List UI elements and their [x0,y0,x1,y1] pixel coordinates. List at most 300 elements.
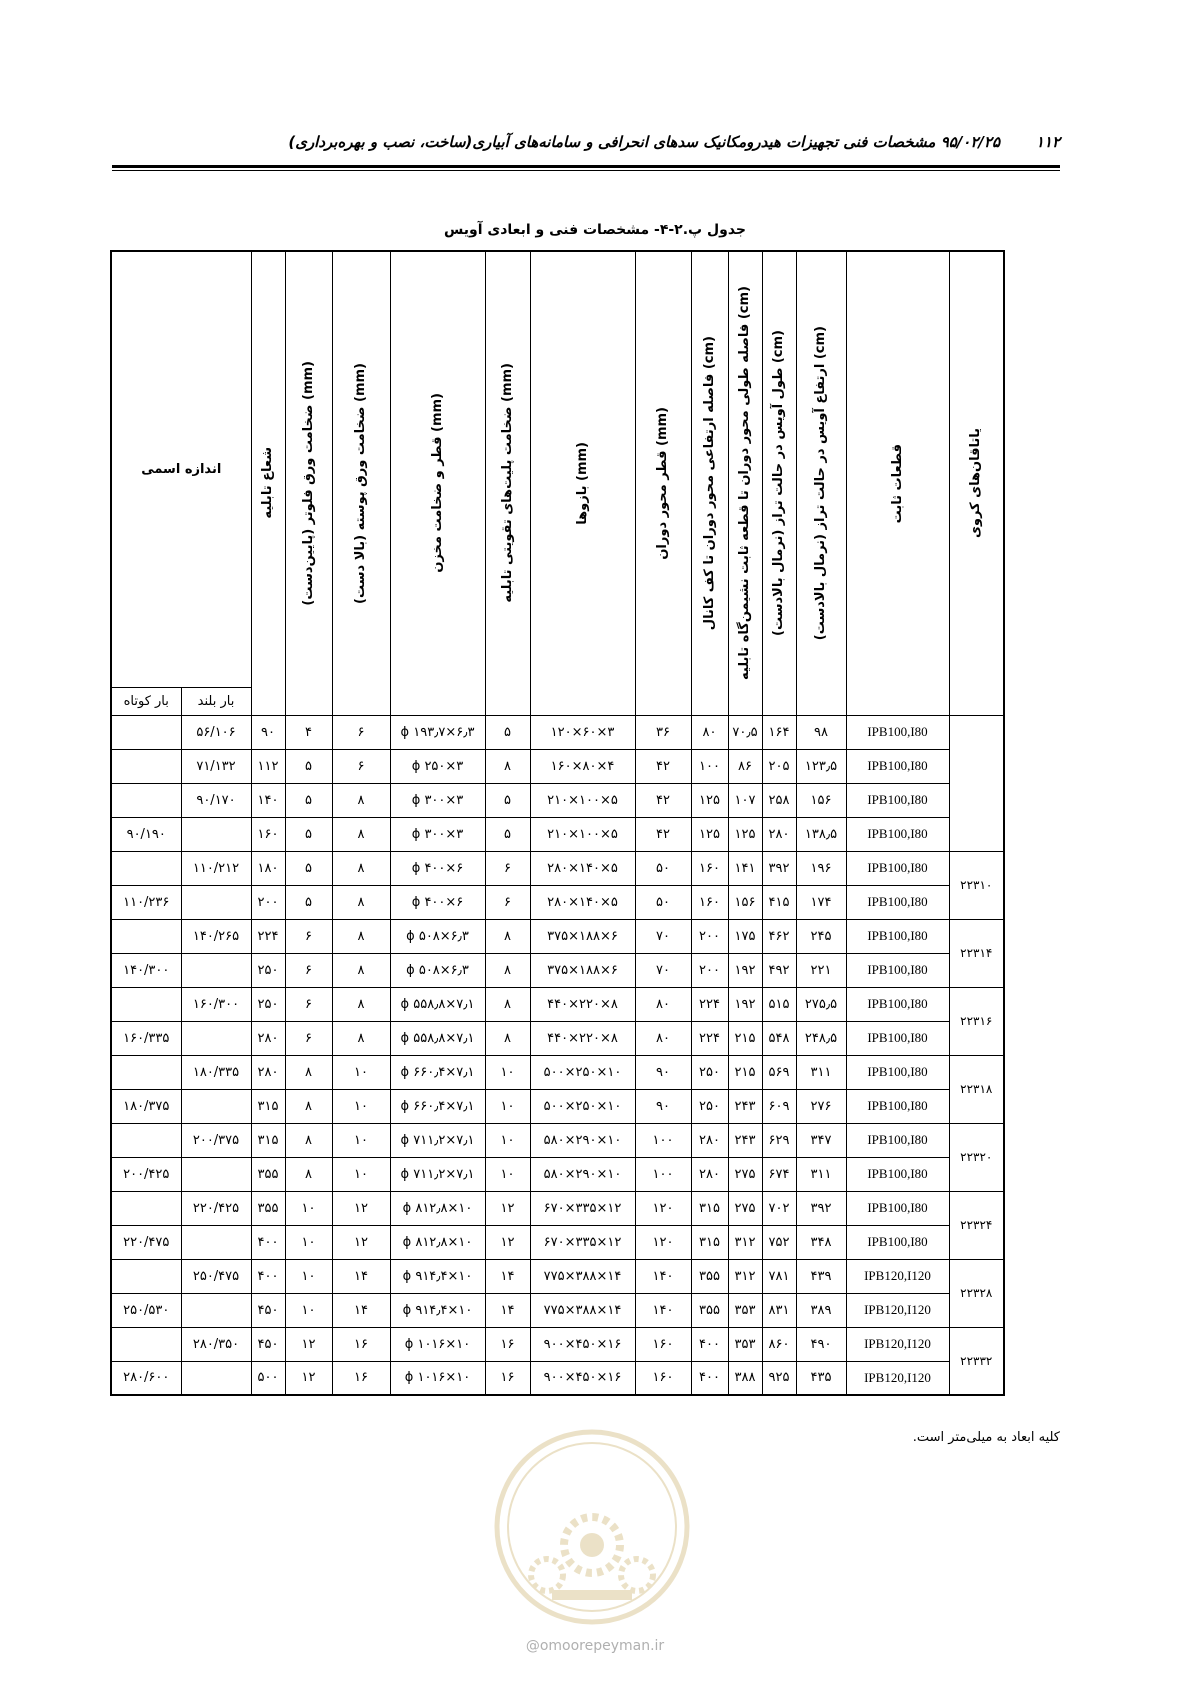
cell-long-load [181,1293,251,1327]
cell-fixed-parts: IPB120,I120 [846,1327,949,1361]
cell-height: ۲۷۶ [796,1089,846,1123]
header-axis-distance-label: فاصله طولی محور دوران تا قطعه ثابت نشیمن‌گاه تابلیه (cm) [737,286,753,681]
cell-shell-thickness: ۱۰ [332,1089,390,1123]
cell-axis-height: ۲۵۰ [691,1089,728,1123]
cell-plate-thickness: ۱۲ [485,1191,530,1225]
cell-float-thickness: ۶ [285,953,332,987]
cell-length: ۴۹۲ [762,953,796,987]
cell-arms: ۷۷۵×۳۸۸×۱۴ [530,1259,635,1293]
cell-axis-diameter: ۴۲ [635,783,691,817]
cell-plate-thickness: ۶ [485,851,530,885]
cell-radius: ۳۵۵ [251,1157,285,1191]
cell-long-load [181,1225,251,1259]
cell-axis-height: ۱۶۰ [691,885,728,919]
cell-axis-distance: ۸۶ [728,749,762,783]
cell-radius: ۴۵۰ [251,1293,285,1327]
cell-radius: ۴۰۰ [251,1259,285,1293]
cell-height: ۳۴۸ [796,1225,846,1259]
cell-fixed-parts: IPB100,I80 [846,1225,949,1259]
cell-float-thickness: ۵ [285,851,332,885]
header-length-label: طول آویس در حالت تراز (نرمال بالادست) (cm) [771,330,787,637]
cell-long-load: ۲۲۰/۴۲۵ [181,1191,251,1225]
cell-short-load [111,715,181,749]
cell-axis-distance: ۲۷۵ [728,1157,762,1191]
header-arms-label: بازوها (mm) [574,441,590,525]
cell-short-load: ۱۴۰/۳۰۰ [111,953,181,987]
cell-axis-diameter: ۷۰ [635,919,691,953]
cell-tank: ϕ ۵۰۸×۶٫۳ [390,953,485,987]
cell-height: ۴۹۰ [796,1327,846,1361]
cell-short-load: ۱۸۰/۳۷۵ [111,1089,181,1123]
cell-axis-diameter: ۱۲۰ [635,1225,691,1259]
cell-fixed-parts: IPB100,I80 [846,1021,949,1055]
cell-plate-thickness: ۱۰ [485,1089,530,1123]
cell-tank: ϕ ۹۱۴٫۴×۱۰ [390,1293,485,1327]
cell-shell-thickness: ۱۰ [332,1055,390,1089]
running-title: ۹۵/۰۲/۲۵ مشخصات فنی تجهیزات هیدرومکانیک سدهای انحرافی و سامانه‌های آبیاری(ساخت، نصب و بهره‌برداری) [288,133,1000,151]
cell-axis-diameter: ۱۴۰ [635,1293,691,1327]
cell-length: ۲۵۸ [762,783,796,817]
cell-short-load [111,919,181,953]
cell-short-load: ۹۰/۱۹۰ [111,817,181,851]
cell-float-thickness: ۶ [285,919,332,953]
cell-long-load: ۱۱۰/۲۱۲ [181,851,251,885]
cell-short-load: ۱۱۰/۲۳۶ [111,885,181,919]
cell-plate-thickness: ۱۰ [485,1055,530,1089]
cell-shell-thickness: ۱۲ [332,1191,390,1225]
cell-axis-height: ۲۵۰ [691,1055,728,1089]
header-axis-height [691,251,728,715]
cell-height: ۲۴۸٫۵ [796,1021,846,1055]
cell-radius: ۲۲۴ [251,919,285,953]
cell-axis-height: ۴۰۰ [691,1361,728,1395]
header-tank-label: قطر و ضخامت مخزن (mm) [429,393,445,574]
cell-axis-distance: ۱۰۷ [728,783,762,817]
cell-short-load: ۲۰۰/۴۲۵ [111,1157,181,1191]
cell-plate-thickness: ۸ [485,919,530,953]
cell-plate-thickness: ۱۲ [485,1225,530,1259]
header-shell-label: ضخامت ورق پوسته (بالا دست) (mm) [353,362,369,604]
table-row [111,817,1004,851]
cell-short-load [111,749,181,783]
cell-tank: ϕ ۸۱۲٫۸×۱۰ [390,1191,485,1225]
cell-bearing: ۲۲۳۱۰ [949,851,1004,919]
table-caption: جدول پ.۲-۴- مشخصات فنی و ابعادی آویس [443,222,747,238]
table-row [111,1089,1004,1123]
cell-tank: ϕ ۷۱۱٫۲×۷٫۱ [390,1123,485,1157]
cell-fixed-parts: IPB100,I80 [846,1055,949,1089]
cell-radius: ۲۸۰ [251,1055,285,1089]
cell-height: ۲۲۱ [796,953,846,987]
table-row [111,885,1004,919]
cell-fixed-parts: IPB100,I80 [846,1123,949,1157]
cell-tank: ϕ ۴۰۰×۶ [390,851,485,885]
cell-axis-diameter: ۸۰ [635,1021,691,1055]
cell-radius: ۱۴۰ [251,783,285,817]
header-bearings [949,251,1004,715]
cell-long-load [181,817,251,851]
header-float [285,251,332,715]
cell-axis-distance: ۳۱۲ [728,1259,762,1293]
cell-radius: ۳۵۵ [251,1191,285,1225]
cell-float-thickness: ۵ [285,749,332,783]
header-bearings-label: یاتاقان‌های کروی [968,428,984,539]
cell-length: ۹۲۵ [762,1361,796,1395]
cell-shell-thickness: ۱۰ [332,1123,390,1157]
cell-axis-diameter: ۱۰۰ [635,1157,691,1191]
cell-long-load: ۱۸۰/۳۳۵ [181,1055,251,1089]
cell-radius: ۲۸۰ [251,1021,285,1055]
cell-arms: ۴۴۰×۲۲۰×۸ [530,987,635,1021]
cell-axis-diameter: ۹۰ [635,1055,691,1089]
cell-length: ۸۳۱ [762,1293,796,1327]
cell-long-load [181,1021,251,1055]
cell-shell-thickness: ۸ [332,987,390,1021]
cell-plate-thickness: ۶ [485,885,530,919]
table-row [111,1021,1004,1055]
cell-axis-height: ۱۲۵ [691,783,728,817]
cell-length: ۶۷۴ [762,1157,796,1191]
header-fixed-parts-label: قطعات ثابت [889,443,905,523]
cell-float-thickness: ۶ [285,1021,332,1055]
cell-short-load [111,1327,181,1361]
table-note: کلیه ابعاد به میلی‌متر است. [912,1430,1060,1445]
cell-height: ۳۹۲ [796,1191,846,1225]
cell-shell-thickness: ۱۲ [332,1225,390,1259]
cell-arms: ۲۱۰×۱۰۰×۵ [530,783,635,817]
cell-axis-diameter: ۴۲ [635,749,691,783]
cell-height: ۱۷۴ [796,885,846,919]
cell-tank: ϕ ۶۶۰٫۴×۷٫۱ [390,1055,485,1089]
cell-long-load: ۲۵۰/۴۷۵ [181,1259,251,1293]
cell-fixed-parts: IPB100,I80 [846,749,949,783]
cell-shell-thickness: ۱۴ [332,1293,390,1327]
cell-height: ۴۳۵ [796,1361,846,1395]
cell-axis-height: ۲۲۴ [691,987,728,1021]
cell-arms: ۲۸۰×۱۴۰×۵ [530,851,635,885]
cell-fixed-parts: IPB100,I80 [846,1157,949,1191]
cell-tank: ϕ ۷۱۱٫۲×۷٫۱ [390,1157,485,1191]
cell-axis-height: ۲۸۰ [691,1157,728,1191]
table-row [111,953,1004,987]
cell-tank: ϕ ۹۱۴٫۴×۱۰ [390,1259,485,1293]
cell-plate-thickness: ۱۴ [485,1259,530,1293]
cell-long-load: ۲۰۰/۳۷۵ [181,1123,251,1157]
cell-axis-height: ۲۲۴ [691,1021,728,1055]
cell-float-thickness: ۱۲ [285,1361,332,1395]
table-row [111,1225,1004,1259]
cell-axis-height: ۳۵۵ [691,1259,728,1293]
cell-fixed-parts: IPB100,I80 [846,817,949,851]
cell-plate-thickness: ۸ [485,987,530,1021]
cell-short-load: ۲۵۰/۵۳۰ [111,1293,181,1327]
cell-float-thickness: ۵ [285,885,332,919]
cell-radius: ۳۱۵ [251,1123,285,1157]
cell-float-thickness: ۱۲ [285,1327,332,1361]
table-row [111,1361,1004,1395]
cell-axis-height: ۲۰۰ [691,953,728,987]
table-row [111,783,1004,817]
cell-bearing [949,715,1004,851]
table-row [111,715,1004,749]
cell-float-thickness: ۸ [285,1089,332,1123]
cell-tank: ϕ ۱۰۱۶×۱۰ [390,1361,485,1395]
cell-axis-distance: ۲۷۵ [728,1191,762,1225]
cell-height: ۱۲۳٫۵ [796,749,846,783]
cell-axis-diameter: ۱۰۰ [635,1123,691,1157]
cell-radius: ۴۵۰ [251,1327,285,1361]
cell-axis-diameter: ۱۶۰ [635,1361,691,1395]
cell-long-load [181,1089,251,1123]
cell-float-thickness: ۱۰ [285,1259,332,1293]
cell-arms: ۴۴۰×۲۲۰×۸ [530,1021,635,1055]
cell-length: ۵۴۸ [762,1021,796,1055]
header-plates [485,251,530,715]
cell-short-load: ۱۶۰/۳۳۵ [111,1021,181,1055]
header-tank [390,251,485,715]
cell-axis-diameter: ۹۰ [635,1089,691,1123]
cell-tank: ϕ ۲۵۰×۳ [390,749,485,783]
cell-length: ۴۱۵ [762,885,796,919]
cell-arms: ۲۱۰×۱۰۰×۵ [530,817,635,851]
website-footer: @omoorepeyman.ir [525,1638,665,1654]
cell-length: ۷۰۲ [762,1191,796,1225]
cell-long-load: ۲۸۰/۳۵۰ [181,1327,251,1361]
cell-radius: ۲۵۰ [251,953,285,987]
cell-height: ۴۳۹ [796,1259,846,1293]
cell-shell-thickness: ۸ [332,885,390,919]
header-height-label: ارتفاع آویس در حالت تراز (نرمال بالادست) (cm) [813,326,829,641]
cell-arms: ۳۷۵×۱۸۸×۶ [530,953,635,987]
cell-bearing: ۲۲۳۲۸ [949,1259,1004,1327]
cell-length: ۶۲۹ [762,1123,796,1157]
cell-float-thickness: ۵ [285,783,332,817]
cell-arms: ۵۸۰×۲۹۰×۱۰ [530,1157,635,1191]
header-short-load: بار کوتاه [111,687,181,715]
cell-height: ۱۹۶ [796,851,846,885]
cell-long-load: ۱۶۰/۳۰۰ [181,987,251,1021]
cell-axis-distance: ۳۵۳ [728,1327,762,1361]
cell-shell-thickness: ۶ [332,715,390,749]
table-row [111,1123,1004,1157]
cell-axis-height: ۱۶۰ [691,851,728,885]
header-nominal-size [111,251,251,687]
header-axis-diameter-label: قطر محور دوران (mm) [655,406,671,560]
cell-axis-distance: ۲۱۵ [728,1055,762,1089]
cell-shell-thickness: ۸ [332,1021,390,1055]
header-fixed-parts [846,251,949,715]
cell-fixed-parts: IPB100,I80 [846,783,949,817]
cell-shell-thickness: ۸ [332,919,390,953]
table-row [111,749,1004,783]
cell-arms: ۱۲۰×۶۰×۳ [530,715,635,749]
table-row [111,851,1004,885]
cell-axis-distance: ۱۹۲ [728,987,762,1021]
cell-plate-thickness: ۱۴ [485,1293,530,1327]
cell-tank: ϕ ۳۰۰×۳ [390,817,485,851]
cell-plate-thickness: ۵ [485,817,530,851]
cell-axis-distance: ۱۷۵ [728,919,762,953]
cell-tank: ϕ ۳۰۰×۳ [390,783,485,817]
cell-axis-diameter: ۸۰ [635,987,691,1021]
header-nominal-label: اندازه اسمی [141,461,222,477]
header-axis-height-label: فاصله ارتفاعی محور دوران تا کف کانال (cm) [701,336,717,631]
cell-arms: ۶۷۰×۳۳۵×۱۲ [530,1225,635,1259]
cell-axis-distance: ۷۰٫۵ [728,715,762,749]
header-plates-label: ضخامت پلیت‌های تقویتی تابلیه (mm) [499,363,515,604]
cell-arms: ۷۷۵×۳۸۸×۱۴ [530,1293,635,1327]
cell-long-load [181,885,251,919]
cell-short-load [111,1123,181,1157]
cell-long-load [181,1157,251,1191]
cell-axis-height: ۲۸۰ [691,1123,728,1157]
cell-shell-thickness: ۸ [332,953,390,987]
cell-axis-diameter: ۵۰ [635,851,691,885]
cell-axis-distance: ۲۴۳ [728,1089,762,1123]
table-row [111,1157,1004,1191]
header-shell [332,251,390,715]
cell-plate-thickness: ۸ [485,1021,530,1055]
cell-length: ۷۵۲ [762,1225,796,1259]
cell-fixed-parts: IPB120,I120 [846,1293,949,1327]
cell-fixed-parts: IPB120,I120 [846,1259,949,1293]
cell-tank: ϕ ۵۵۸٫۸×۷٫۱ [390,987,485,1021]
cell-short-load: ۲۲۰/۴۷۵ [111,1225,181,1259]
cell-radius: ۱۶۰ [251,817,285,851]
cell-arms: ۵۰۰×۲۵۰×۱۰ [530,1055,635,1089]
running-header [112,133,1060,159]
cell-fixed-parts: IPB100,I80 [846,953,949,987]
cell-length: ۴۶۲ [762,919,796,953]
header-radius-label: شعاع تابلیه [260,447,276,520]
cell-short-load: ۲۸۰/۶۰۰ [111,1361,181,1395]
cell-axis-diameter: ۷۰ [635,953,691,987]
cell-length: ۳۹۲ [762,851,796,885]
cell-axis-height: ۱۰۰ [691,749,728,783]
cell-shell-thickness: ۶ [332,749,390,783]
cell-height: ۲۴۵ [796,919,846,953]
cell-long-load [181,1361,251,1395]
cell-axis-height: ۳۵۵ [691,1293,728,1327]
cell-bearing: ۲۲۳۱۸ [949,1055,1004,1123]
table-row [111,919,1004,953]
cell-tank: ϕ ۶۶۰٫۴×۷٫۱ [390,1089,485,1123]
cell-axis-distance: ۲۱۵ [728,1021,762,1055]
header-length [762,251,796,715]
cell-tank: ϕ ۱۰۱۶×۱۰ [390,1327,485,1361]
header-float-label: ضخامت ورق فلوتر (پایین‌دست) (mm) [300,360,316,606]
cell-arms: ۳۷۵×۱۸۸×۶ [530,919,635,953]
cell-arms: ۵۰۰×۲۵۰×۱۰ [530,1089,635,1123]
cell-height: ۳۱۱ [796,1157,846,1191]
cell-short-load [111,987,181,1021]
cell-height: ۱۳۸٫۵ [796,817,846,851]
cell-axis-distance: ۱۲۵ [728,817,762,851]
cell-axis-distance: ۱۴۱ [728,851,762,885]
cell-axis-diameter: ۱۲۰ [635,1191,691,1225]
cell-float-thickness: ۱۰ [285,1293,332,1327]
cell-fixed-parts: IPB100,I80 [846,1191,949,1225]
cell-axis-height: ۸۰ [691,715,728,749]
cell-bearing: ۲۲۳۲۰ [949,1123,1004,1191]
cell-plate-thickness: ۱۰ [485,1123,530,1157]
cell-short-load [111,1191,181,1225]
cell-axis-distance: ۳۵۳ [728,1293,762,1327]
cell-float-thickness: ۵ [285,817,332,851]
cell-shell-thickness: ۱۴ [332,1259,390,1293]
cell-float-thickness: ۱۰ [285,1191,332,1225]
table-row [111,1293,1004,1327]
cell-short-load [111,783,181,817]
cell-bearing: ۲۲۳۳۲ [949,1327,1004,1395]
header-arms [530,251,635,715]
cell-plate-thickness: ۱۶ [485,1361,530,1395]
cell-height: ۲۷۵٫۵ [796,987,846,1021]
cell-arms: ۹۰۰×۴۵۰×۱۶ [530,1361,635,1395]
cell-long-load: ۱۴۰/۲۶۵ [181,919,251,953]
cell-axis-distance: ۳۱۲ [728,1225,762,1259]
cell-arms: ۹۰۰×۴۵۰×۱۶ [530,1327,635,1361]
cell-short-load [111,1259,181,1293]
cell-plate-thickness: ۸ [485,953,530,987]
cell-axis-diameter: ۱۴۰ [635,1259,691,1293]
cell-plate-thickness: ۵ [485,783,530,817]
cell-length: ۱۶۴ [762,715,796,749]
cell-length: ۵۱۵ [762,987,796,1021]
cell-float-thickness: ۶ [285,987,332,1021]
cell-float-thickness: ۸ [285,1157,332,1191]
cell-length: ۲۸۰ [762,817,796,851]
specs-table [110,250,1005,1396]
table-row [111,987,1004,1021]
page-number: ۱۱۲ [1035,133,1060,151]
table-row [111,1327,1004,1361]
cell-axis-height: ۲۰۰ [691,919,728,953]
cell-plate-thickness: ۱۶ [485,1327,530,1361]
cell-tank: ϕ ۵۵۸٫۸×۷٫۱ [390,1021,485,1055]
cell-axis-distance: ۳۸۸ [728,1361,762,1395]
cell-arms: ۶۷۰×۳۳۵×۱۲ [530,1191,635,1225]
cell-fixed-parts: IPB100,I80 [846,919,949,953]
header-rule-thick [112,165,1060,168]
table-header-row [111,251,1004,687]
header-height [796,251,846,715]
cell-length: ۵۶۹ [762,1055,796,1089]
cell-float-thickness: ۸ [285,1123,332,1157]
cell-plate-thickness: ۵ [485,715,530,749]
cell-axis-diameter: ۴۲ [635,817,691,851]
cell-radius: ۵۰۰ [251,1361,285,1395]
watermark-logo [492,1425,692,1634]
cell-fixed-parts: IPB120,I120 [846,1361,949,1395]
cell-axis-height: ۴۰۰ [691,1327,728,1361]
header-rule-thin [112,170,1060,171]
cell-fixed-parts: IPB100,I80 [846,851,949,885]
header-radius [251,251,285,715]
header-axis-distance [728,251,762,715]
cell-height: ۳۴۷ [796,1123,846,1157]
cell-fixed-parts: IPB100,I80 [846,1089,949,1123]
cell-bearing: ۲۲۳۲۴ [949,1191,1004,1259]
cell-axis-distance: ۲۴۳ [728,1123,762,1157]
cell-fixed-parts: IPB100,I80 [846,885,949,919]
table-row [111,1055,1004,1089]
cell-axis-height: ۱۲۵ [691,817,728,851]
cell-short-load [111,851,181,885]
cell-radius: ۱۸۰ [251,851,285,885]
cell-long-load [181,953,251,987]
cell-axis-height: ۳۱۵ [691,1191,728,1225]
